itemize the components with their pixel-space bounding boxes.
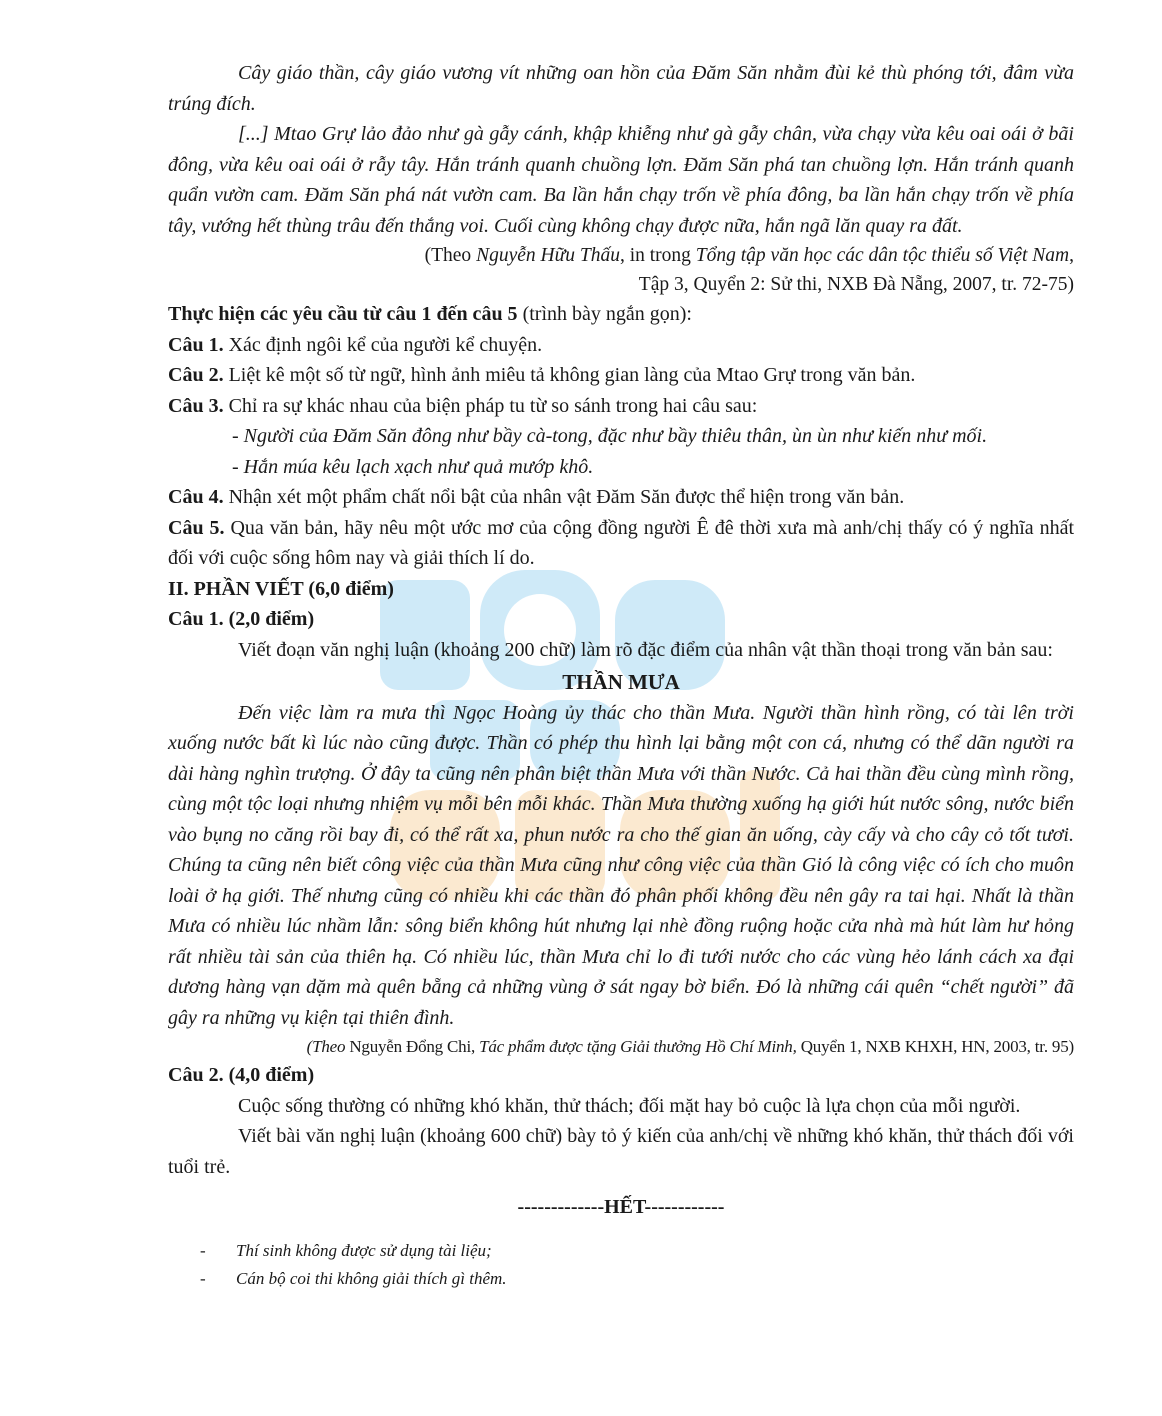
- writing-question-2-line-1: Cuộc sống thường có những khó khăn, thử thách; đối mặt hay bỏ cuộc là lựa chọn của mỗi người.: [238, 1094, 1021, 1117]
- section-2-heading: [168, 574, 1074, 605]
- exam-notes: [168, 1237, 1074, 1293]
- instructions-rest: (trình bày ngắn gọn):: [517, 303, 692, 325]
- writing-question-2-line-2: Viết bài văn nghị luận (khoảng 600 chữ) bày tỏ ý kiến của anh/chị về những khó khăn, thử thách đối với tuổi trẻ.: [168, 1125, 1074, 1178]
- story-body: Đến việc làm ra mưa thì Ngọc Hoàng ủy thác cho thần Mưa. Người thần hình rồng, có tài lên trời xuống nước bất kì lúc nào cũng được. Thần có phép thu hình lại bằng một con cá, nhưng có thể dãn người ra dài hàng nghìn trượng. Ở đây ta cũng nên phân biệt thần Mưa với thần Nước. Cả hai thần đều cùng mình rồng, cùng một tộc loại nhưng nhiệm vụ mỗi bên mỗi khác. Thần Mưa thường xuống hạ giới hút nước sông, nước biển vào bụng no căng rồi bay đi, có thể rất xa, phun nước ra cho thế gian ăn uống, cày cấy và cho cây cỏ tốt tươi. Chúng ta cũng nên biết công việc của thần Mưa cũng như công việc của thần Gió là công việc có ích cho muôn loài ở hạ giới. Thế nhưng cũng có nhiều khi các thần đó phân phối không đều nên gây ra tai hại. Nhất là thần Mưa có nhiều lúc nhầm lẫn: sông biển không hút nhưng lại nhè đồng ruộng hoặc cửa nhà mà hút làm hư hỏng rất nhiều tài sản của thiên hạ. Có nhiều lúc, thần Mưa chỉ lo đi tưới nước cho các vùng hẻo lánh cách xa đại dương hàng vạn dặm mà quên bẵng cả những vùng ở sát ngay bờ biển. Đó là những cái quên “chết người” đã gây ra những vụ kiện tại thiên đình.: [168, 701, 1074, 1029]
- question-label: Câu 5.: [168, 516, 225, 539]
- question-text: Liệt kê một số từ ngữ, hình ảnh miêu tả không gian làng của Mtao Grự trong văn bản.: [223, 364, 916, 386]
- cite-end: ,: [1069, 245, 1074, 266]
- question-3-item-1: - Người của Đăm Săn đông như bầy cà-tong, đặc như bầy thiêu thân, ùn ùn như kiến như mối.: [232, 425, 988, 447]
- end-mark: -------------HẾT------------: [517, 1196, 725, 1218]
- passage-citation: [168, 241, 1074, 270]
- dash-bullet-icon: -: [200, 1268, 206, 1288]
- writing-q2-heading-text: Câu 2. (4,0 điểm): [168, 1064, 315, 1086]
- instructions: [168, 299, 1074, 330]
- passage-para-2: [...] Mtao Grự lảo đảo như gà gẫy cánh, khập khiễng như gà gẫy chân, vừa chạy vừa kêu oai oái ở bãi đông, vừa kêu oai oái ở rẫy tây. Hắn tránh quanh chuồng lợn. Đăm Săn phá tan chuồng lợn. Hắn tránh quanh quẩn vườn cam. Đăm Săn phá nát vườn cam. Ba lần hắn chạy trốn về phía đông, ba lần hắn chạy trốn về phía tây, vướng hết thùng trâu đến thắng voi. Cuối cùng không chạy được nữa, hắn ngã lăn quay ra đất.: [168, 123, 1074, 237]
- cite-mid: , in trong: [619, 245, 696, 266]
- question-2: [168, 360, 1074, 391]
- passage-citation-line2: Tập 3, Quyển 2: Sử thi, NXB Đà Nẵng, 2007, tr. 72-75): [638, 274, 1074, 295]
- cite-prefix: (Theo: [424, 245, 477, 266]
- writing-question-2-heading: [168, 1060, 1074, 1091]
- question-3: [168, 391, 1074, 422]
- question-text: Chỉ ra sự khác nhau của biện pháp tu từ so sánh trong hai câu sau:: [223, 394, 758, 417]
- note-item: [168, 1237, 1074, 1265]
- instructions-bold: Thực hiện các yêu cầu từ câu 1 đến câu 5: [168, 303, 518, 325]
- question-4: [168, 482, 1074, 513]
- question-label: Câu 1.: [168, 333, 224, 356]
- cite2-rest: Quyển 1, NXB KHXH, HN, 2003, tr. 95): [796, 1037, 1074, 1056]
- note-text: Thí sinh không được sử dụng tài liệu;: [236, 1240, 492, 1260]
- writing-question-1-text: Viết đoạn văn nghị luận (khoảng 200 chữ) làm rõ đặc điểm của nhân vật thần thoại trong văn bản sau:: [238, 638, 1053, 661]
- story-citation: [168, 1033, 1074, 1060]
- document-page: [168, 58, 1074, 1293]
- dash-bullet-icon: -: [200, 1240, 206, 1260]
- question-text: Qua văn bản, hãy nêu một ước mơ của cộng đồng người Ê đê thời xưa mà anh/chị thấy có ý nghĩa nhất đối với cuộc sống hôm nay và giải thích lí do.: [168, 516, 1074, 569]
- cite2-author: Nguyễn Đổng Chi,: [345, 1037, 480, 1056]
- story-title: THẦN MƯA: [562, 670, 680, 694]
- section-2-heading-text: II. PHẦN VIẾT (6,0 điểm): [168, 577, 394, 600]
- question-5: [168, 513, 1074, 574]
- question-label: Câu 3.: [168, 394, 224, 417]
- note-text: Cán bộ coi thi không giải thích gì thêm.: [236, 1268, 507, 1288]
- question-label: Câu 4.: [168, 486, 224, 508]
- question-label: Câu 2.: [168, 364, 224, 386]
- question-3-item-2: - Hắn múa kêu lạch xạch như quả mướp khô.: [232, 455, 594, 478]
- writing-question-1-heading: [168, 604, 1074, 635]
- passage-para-1: Cây giáo thần, cây giáo vương vít những oan hồn của Đăm Săn nhằm đùi kẻ thù phóng tới, đâm vừa trúng đích.: [168, 62, 1074, 115]
- cite-author: Nguyễn Hữu Thấu: [476, 245, 620, 266]
- cite2-theo: (Theo: [306, 1037, 346, 1056]
- writing-q1-heading-text: Câu 1. (2,0 điểm): [168, 608, 315, 630]
- question-1: [168, 330, 1074, 361]
- note-item: [168, 1265, 1074, 1293]
- cite-book: Tổng tập văn học các dân tộc thiểu số Việt Nam: [695, 245, 1070, 266]
- cite2-book: Tác phẩm được tặng Giải thưởng Hồ Chí Minh,: [479, 1037, 797, 1056]
- question-text: Nhận xét một phẩm chất nổi bật của nhân vật Đăm Săn được thể hiện trong văn bản.: [223, 486, 905, 508]
- question-text: Xác định ngôi kể của người kể chuyện.: [223, 333, 543, 356]
